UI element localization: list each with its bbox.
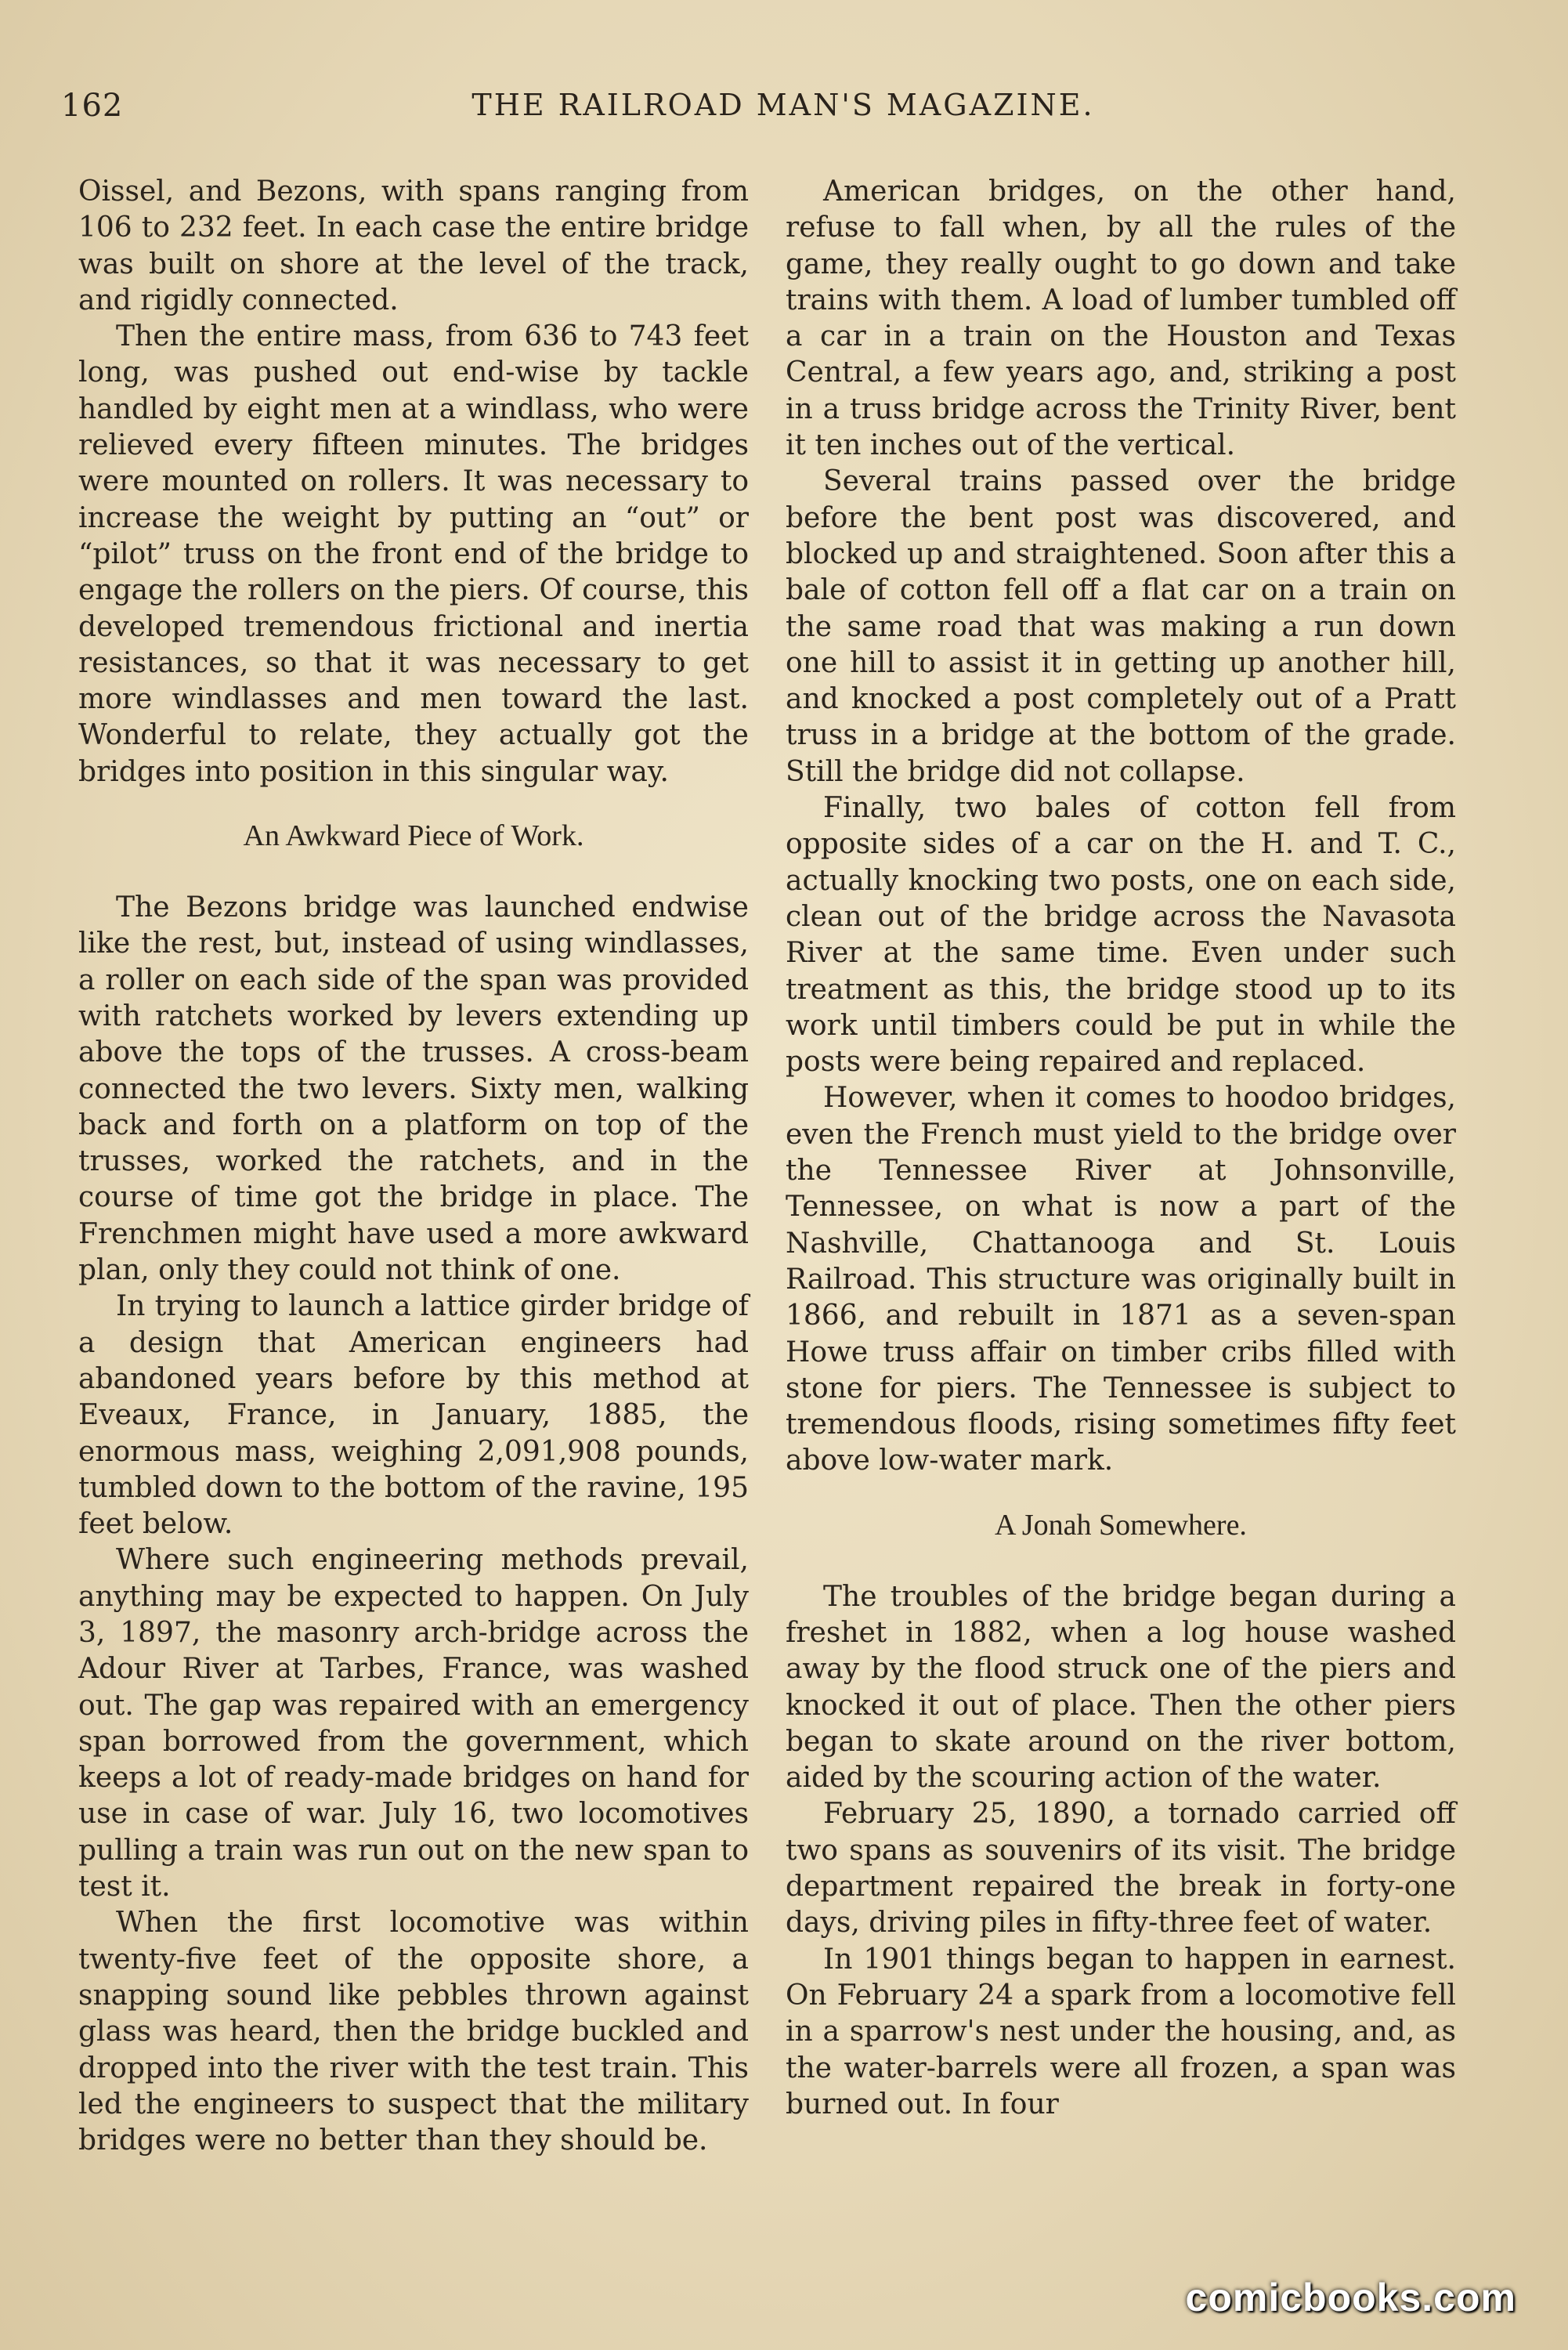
watermark: comicbooks.com	[1185, 2276, 1516, 2319]
paragraph: However, when it comes to hoodoo bridges, even the French must yield to the bridge over the Tennessee River at Johnsonville, Tennessee, on what is now a part of the Nashville, Chattanooga and St. Louis Railroad. This structure was originally built in 1866, and rebuilt in 1871 as a seven-span Howe truss affair on timber cribs filled with stone for piers. The Tennessee is subject to tremendous floods, rising sometimes fifty feet above low-water mark.	[786, 1082, 1456, 1477]
paragraph: The Bezons bridge was launched endwise like the rest, but, instead of using windlasses, a roller on each side of the span was provided with ratchets worked by levers extending up above the tops of the trusses. A cross-beam connected the two levers. Sixty men, walking back and forth on a platform on top of the trusses, worked the ratchets, and in the course of time got the bridge in place. The Frenchmen might have used a more awkward plan, only they could not think of one.	[78, 891, 749, 1287]
left-column	[78, 174, 749, 2159]
paragraph: In trying to launch a lattice girder bridge of a design that American engineers had abandoned years before by this method at Eveaux, France, in January, 1885, the enormous mass, weighing 2,091,908 pounds, tumbled down to the bottom of the ravine, 195 feet below.	[78, 1290, 749, 1541]
paragraph: The troubles of the bridge began during a freshet in 1882, when a log house washed away by the flood struck one of the piers and knocked it out of place. Then the other piers began to skate around on the river bottom, aided by the scouring action of the water.	[786, 1580, 1456, 1795]
page-header	[61, 88, 1505, 135]
page-number: 162	[61, 88, 124, 124]
paragraph: In 1901 things began to happen in earnest. On February 24 a spark from a locomotive fell in a sparrow's nest under the housing, and, as the water-barrels were all frozen, a span was burned out. In four	[786, 1943, 1456, 2120]
paragraph: Finally, two bales of cotton fell from opposite sides of a car on the H. and T. C., actually knocking two posts, one on each side, clean out of the bridge across the Navasota River at the same time. Even under such treatment as this, the bridge stood up to its work until timbers could be put in while the posts were being repaired and replaced.	[786, 792, 1456, 1079]
paragraph: February 25, 1890, a tornado carried off two spans as souvenirs of its visit. The bridge department repaired the break in forty-one days, driving piles in fifty-three feet of water.	[786, 1798, 1456, 1940]
paragraph: American bridges, on the other hand, refuse to fall when, by all the rules of the game, they really ought to go down and take trains with them. A load of lumber tumbled off a car in a train on the Houston and Texas Central, a few years ago, and, striking a post in a truss bridge across the Trinity River, bent it ten inches out of the vertical.	[786, 175, 1456, 462]
paragraph: Oissel, and Bezons, with spans ranging from 106 to 232 feet. In each case the entire bridge was built on shore at the level of the track, and rigidly connected.	[78, 175, 749, 316]
right-column	[786, 174, 1456, 2123]
paragraph: When the first locomotive was within twenty-five feet of the opposite shore, a snapping sound like pebbles thrown against glass was heard, then the bridge buckled and dropped into the river with the test train. This led the engineers to suspect that the military bridges were no better than they should be.	[78, 1907, 749, 2157]
section-heading: An Awkward Piece of Work.	[243, 819, 584, 853]
paragraph: Several trains passed over the bridge before the bent post was discovered, and blocked up and straightened. Soon after this a bale of cotton fell off a flat car on a train on the same road that was making a run down one hill to assist it in getting up another hill, and knocked a post completely out of a Pratt truss in a bridge at the bottom of the grade. Still the bridge did not collapse.	[786, 465, 1456, 788]
paragraph: Then the entire mass, from 636 to 743 feet long, was pushed out end-wise by tackle handled by eight men at a windlass, who were relieved every fifteen minutes. The bridges were mounted on rollers. It was necessary to increase the weight by putting an “out” or “pilot” truss on the front end of the bridge to engage the rollers on the piers. Of course, this developed tremendous frictional and inertia resistances, so that it was necessary to get more windlasses and men toward the last. Wonderful to relate, they actually got the bridges into position in this singular way.	[78, 320, 749, 788]
paragraph: Where such engineering methods prevail, anything may be expected to happen. On July 3, 1897, the masonry arch-bridge across the Adour River at Tarbes, France, was washed out. The gap was repaired with an emergency span borrowed from the government, which keeps a lot of ready-made bridges on hand for use in case of war. July 16, two locomotives pulling a train was run out on the new span to test it.	[78, 1544, 749, 1904]
running-head-title: THE RAILROAD MAN'S MAGAZINE.	[471, 88, 1095, 122]
section-heading: A Jonah Somewhere.	[995, 1508, 1247, 1542]
